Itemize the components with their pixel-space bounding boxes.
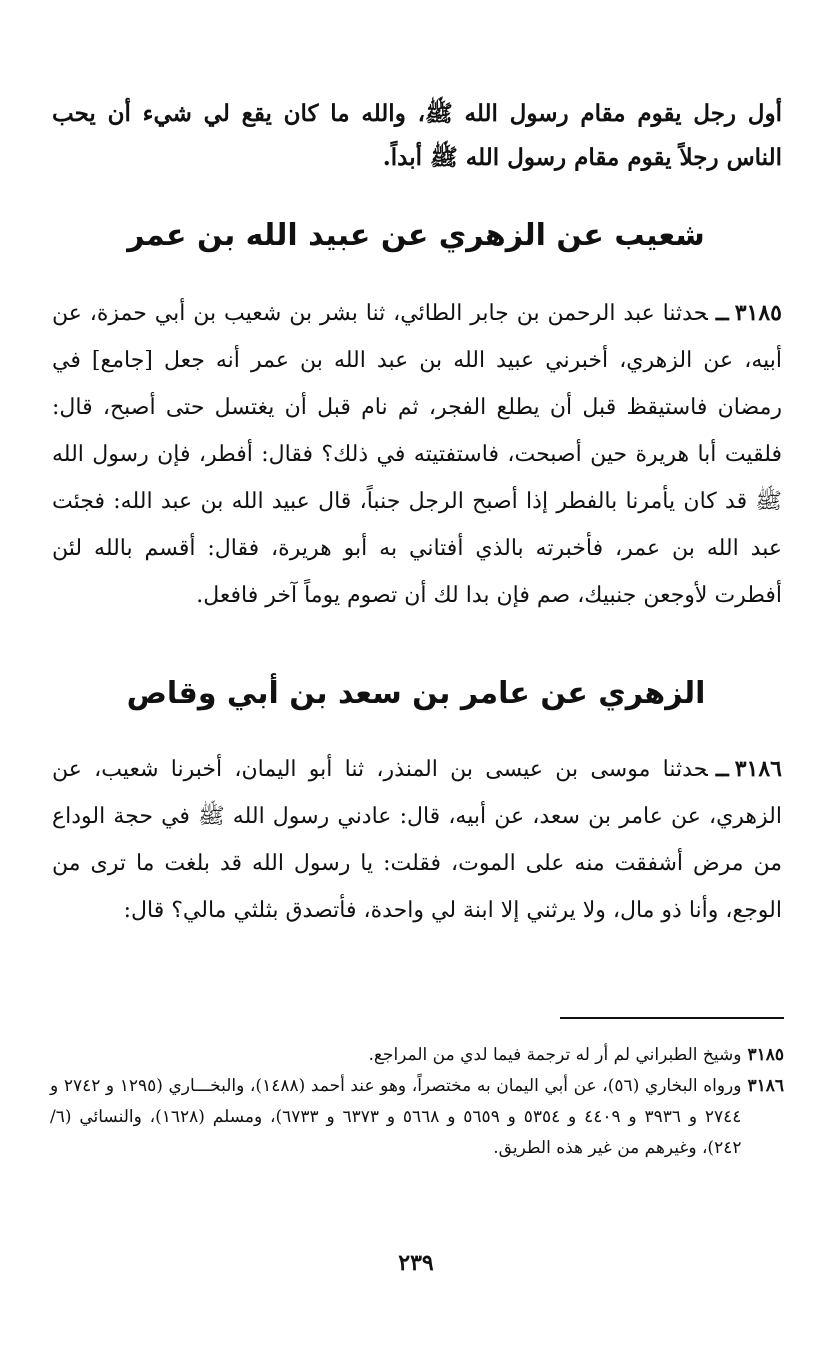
- section-heading-shuayb: شعيب عن الزهري عن عبيد الله بن عمر: [127, 218, 705, 253]
- hadith-3185: [52, 290, 782, 619]
- footnote-text: ورواه البخاري (٥٦)، عن أبي اليمان به مختصراً، وهو عند أحمد (١٤٨٨)، والبخـــاري (١٢٩٥ و ٢٧٤٢ و ٢٧٤٤ و ٣٩٣٦ و ٤٤٠٩ و ٥٣٥٤ و ٥٦٥٩ و ٥٦٦٨ و ٦٣٧٣ و ٦٧٣٣)، ومسلم (١٦٢٨)، والنسائي (٦/ ٢٤٢)، وغيرهم من غير هذه الطريق.: [50, 1076, 742, 1158]
- footnote-item: [50, 1040, 784, 1071]
- footnotes: [50, 1040, 784, 1164]
- hadith-number: ٣١٨٥: [734, 300, 782, 326]
- hadith-dash: ــ: [715, 756, 729, 782]
- hadith-dash: ــ: [715, 300, 729, 326]
- hadith-number: ٣١٨٦: [734, 756, 782, 782]
- hadith-text: حدثنا عبد الرحمن بن جابر الطائي، ثنا بشر بن شعيب بن أبي حمزة، عن أبيه، عن الزهري، أخبرني عبيد الله بن عبد الله بن عمر أنه جعل [جامع] في رمضان فاستيقظ قبل أن يطلع الفجر، ثم نام قبل أن يغتسل حتى أصبح، قال: فلقيت أبا هريرة حين أصبحت، فاستفتيته في ذلك؟ فقال: أفطر، فإن رسول الله ﷺ قد كان يأمرنا بالفطر إذا أصبح الرجل جنباً، قال عبيد الله بن عبد الله: فجئت عبد الله بن عمر، فأخبرته بالذي أفتاني به أبو هريرة، فقال: أقسم بالله لئن أفطرت لأوجعن جنبيك، صم فإن بدا لك أن تصوم يوماً آخر فافعل.: [52, 301, 782, 608]
- page-number: ٢٣٩: [398, 1250, 434, 1276]
- footnote-separator: [560, 1017, 784, 1019]
- footnote-item: [50, 1071, 784, 1164]
- intro-paragraph: أول رجل يقوم مقام رسول الله ﷺ، والله ما كان يقع لي شيء أن يحب الناس رجلاً يقوم مقام رسول الله ﷺ أبداً.: [52, 100, 782, 171]
- footnote-number: ٣١٨٥: [747, 1045, 784, 1065]
- section-heading-amir: الزهري عن عامر بن سعد بن أبي وقاص: [126, 676, 706, 711]
- footnote-text: وشيخ الطبراني لم أر له ترجمة فيما لدي من المراجع.: [368, 1045, 742, 1065]
- footnote-number: ٣١٨٦: [747, 1076, 784, 1096]
- hadith-3186: [52, 746, 782, 934]
- hadith-text: حدثنا موسى بن عيسى بن المنذر، ثنا أبو اليمان، أخبرنا شعيب، عن الزهري، عن عامر بن سعد، عن أبيه، قال: عادني رسول الله ﷺ في حجة الوداع من مرض أشفقت منه على الموت، فقلت: يا رسول الله قد بلغت ما ترى من الوجع، وأنا ذو مال، ولا يرثني إلا ابنة لي واحدة، فأتصدق بثلثي مالي؟ قال:: [52, 757, 782, 923]
